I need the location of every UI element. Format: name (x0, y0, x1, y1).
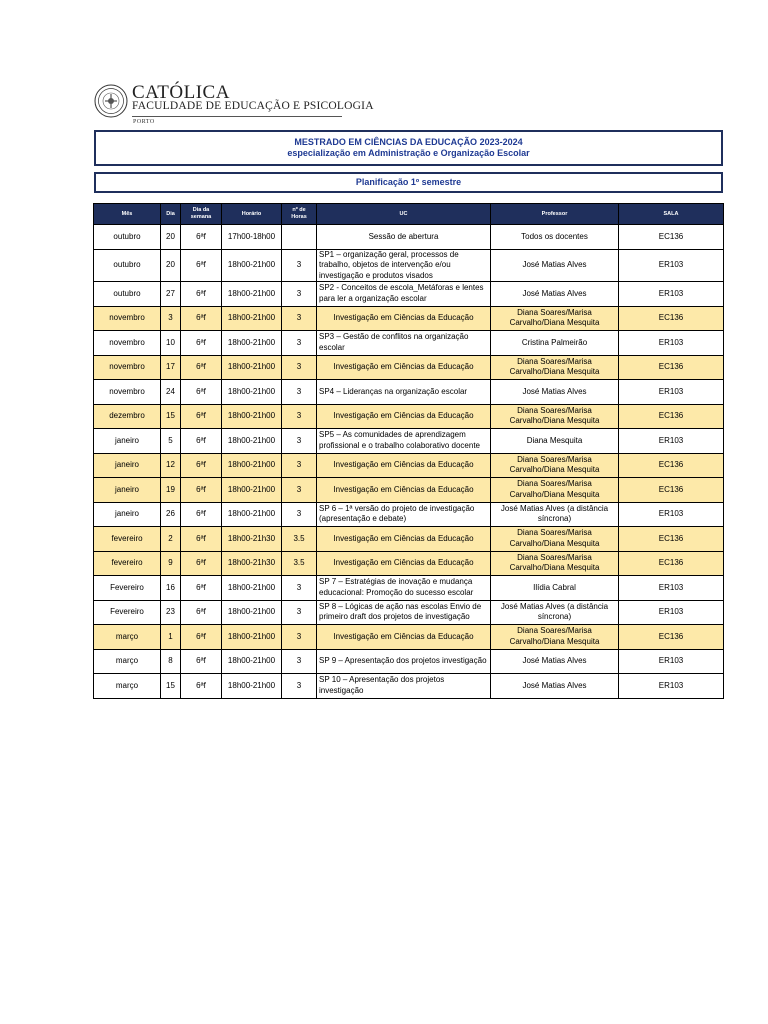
cell-hours: 3 (282, 453, 317, 478)
cell-time: 18h00-21h00 (222, 355, 282, 380)
cell-uc: SP 10 – Apresentação dos projetos investigação (317, 674, 491, 699)
cell-day: 10 (161, 331, 181, 356)
cell-month: novembro (94, 331, 161, 356)
cell-month: outubro (94, 225, 161, 250)
cell-uc: SP 7 – Estratégias de inovação e mudança educacional: Promoção do sucesso escolar (317, 576, 491, 601)
table-row (94, 576, 724, 601)
cell-professor: José Matias Alves (491, 249, 619, 282)
table-row (94, 502, 724, 527)
catolica-logo (94, 82, 374, 128)
cell-day: 20 (161, 225, 181, 250)
cell-hours: 3 (282, 502, 317, 527)
cell-room: ER103 (619, 331, 724, 356)
cell-time: 18h00-21h00 (222, 249, 282, 282)
col-header-uc: UC (317, 204, 491, 225)
cell-month: dezembro (94, 404, 161, 429)
table-row (94, 282, 724, 307)
cell-day: 5 (161, 429, 181, 454)
cell-professor: Diana Soares/Marisa Carvalho/Diana Mesquita (491, 551, 619, 576)
cell-uc: SP 6 – 1ª versão do projeto de investigação (apresentação e debate) (317, 502, 491, 527)
col-header-day: Dia (161, 204, 181, 225)
cell-weekday: 6ªf (181, 600, 222, 625)
cell-month: Fevereiro (94, 600, 161, 625)
cell-weekday: 6ªf (181, 674, 222, 699)
cell-day: 17 (161, 355, 181, 380)
cell-hours: 3 (282, 306, 317, 331)
cell-room: ER103 (619, 429, 724, 454)
cell-room: EC136 (619, 404, 724, 429)
cell-time: 18h00-21h00 (222, 502, 282, 527)
cell-weekday: 6ªf (181, 355, 222, 380)
col-header-professor: Professor (491, 204, 619, 225)
cell-day: 24 (161, 380, 181, 405)
cell-hours: 3 (282, 576, 317, 601)
cell-professor: Diana Soares/Marisa Carvalho/Diana Mesquita (491, 478, 619, 503)
cell-hours: 3 (282, 282, 317, 307)
cell-hours: 3 (282, 625, 317, 650)
cell-month: março (94, 674, 161, 699)
cell-room: EC136 (619, 306, 724, 331)
cell-day: 20 (161, 249, 181, 282)
cell-uc: SP 9 – Apresentação dos projetos investigação (317, 649, 491, 674)
schedule-table (93, 203, 724, 699)
cell-day: 15 (161, 404, 181, 429)
cell-room: EC136 (619, 625, 724, 650)
cell-hours: 3 (282, 380, 317, 405)
cell-professor: Todos os docentes (491, 225, 619, 250)
cell-hours: 3 (282, 600, 317, 625)
cell-uc: Investigação em Ciências da Educação (317, 527, 491, 552)
cell-weekday: 6ªf (181, 478, 222, 503)
cell-weekday: 6ªf (181, 527, 222, 552)
cell-day: 27 (161, 282, 181, 307)
faculty-name: FACULDADE DE EDUCAÇÃO E PSICOLOGIA (132, 100, 374, 112)
cell-uc: Investigação em Ciências da Educação (317, 453, 491, 478)
cell-hours: 3 (282, 649, 317, 674)
cell-room: ER103 (619, 576, 724, 601)
table-row (94, 225, 724, 250)
table-row (94, 355, 724, 380)
cell-time: 18h00-21h00 (222, 478, 282, 503)
cell-hours: 3 (282, 429, 317, 454)
brand-name: CATÓLICA (132, 82, 230, 103)
cell-month: novembro (94, 380, 161, 405)
cell-weekday: 6ªf (181, 551, 222, 576)
program-title-box (94, 130, 723, 166)
cell-day: 9 (161, 551, 181, 576)
cell-professor: Diana Mesquita (491, 429, 619, 454)
cell-uc: SP5 – As comunidades de aprendizagem profissional e o trabalho colaborativo docente (317, 429, 491, 454)
cell-time: 18h00-21h00 (222, 404, 282, 429)
cell-uc: SP1 – organização geral, processos de trabalho, objetos de intervenção e/ou investigação e produtos visados (317, 249, 491, 282)
cell-room: EC136 (619, 551, 724, 576)
cell-hours: 3.5 (282, 527, 317, 552)
cell-weekday: 6ªf (181, 429, 222, 454)
table-row (94, 551, 724, 576)
cell-professor: Diana Soares/Marisa Carvalho/Diana Mesquita (491, 625, 619, 650)
cell-room: EC136 (619, 225, 724, 250)
cell-time: 18h00-21h00 (222, 453, 282, 478)
cell-uc: SP4 – Lideranças na organização escolar (317, 380, 491, 405)
cell-hours: 3 (282, 404, 317, 429)
table-row (94, 331, 724, 356)
cell-day: 1 (161, 625, 181, 650)
cell-weekday: 6ªf (181, 649, 222, 674)
table-row (94, 249, 724, 282)
cell-month: janeiro (94, 502, 161, 527)
cell-room: ER103 (619, 249, 724, 282)
cell-month: outubro (94, 249, 161, 282)
col-header-hours: nº de Horas (282, 204, 317, 225)
cell-hours: 3 (282, 249, 317, 282)
table-row (94, 478, 724, 503)
cell-time: 18h00-21h30 (222, 527, 282, 552)
cell-professor: José Matias Alves (491, 282, 619, 307)
cell-time: 18h00-21h00 (222, 282, 282, 307)
cell-professor: Cristina Palmeirão (491, 331, 619, 356)
cell-room: EC136 (619, 478, 724, 503)
cell-room: ER103 (619, 600, 724, 625)
table-row (94, 649, 724, 674)
cell-time: 18h00-21h00 (222, 674, 282, 699)
cell-time: 18h00-21h00 (222, 429, 282, 454)
cell-room: ER103 (619, 502, 724, 527)
logo-divider (132, 116, 342, 117)
cell-time: 18h00-21h00 (222, 649, 282, 674)
cell-uc: Sessão de abertura (317, 225, 491, 250)
table-row (94, 404, 724, 429)
cell-month: fevereiro (94, 527, 161, 552)
cell-weekday: 6ªf (181, 576, 222, 601)
cell-time: 18h00-21h30 (222, 551, 282, 576)
cell-time: 18h00-21h00 (222, 331, 282, 356)
cell-time: 18h00-21h00 (222, 600, 282, 625)
cell-weekday: 6ªf (181, 380, 222, 405)
cell-professor: Diana Soares/Marisa Carvalho/Diana Mesquita (491, 404, 619, 429)
cell-hours: 3 (282, 478, 317, 503)
cell-month: março (94, 649, 161, 674)
cell-room: ER103 (619, 380, 724, 405)
cell-hours: 3.5 (282, 551, 317, 576)
cell-month: janeiro (94, 453, 161, 478)
col-header-month: Mês (94, 204, 161, 225)
cell-month: novembro (94, 306, 161, 331)
table-row (94, 429, 724, 454)
cell-hours: 3 (282, 355, 317, 380)
cell-professor: Diana Soares/Marisa Carvalho/Diana Mesquita (491, 306, 619, 331)
col-header-weekday: Dia da semana (181, 204, 222, 225)
cell-professor: Ilídia Cabral (491, 576, 619, 601)
cell-uc: SP2 - Conceitos de escola_Metáforas e lentes para ler a organização escolar (317, 282, 491, 307)
cell-uc: Investigação em Ciências da Educação (317, 306, 491, 331)
cell-weekday: 6ªf (181, 453, 222, 478)
cell-month: janeiro (94, 429, 161, 454)
cell-weekday: 6ªf (181, 249, 222, 282)
cell-month: novembro (94, 355, 161, 380)
cell-professor: Diana Soares/Marisa Carvalho/Diana Mesquita (491, 453, 619, 478)
cell-day: 23 (161, 600, 181, 625)
cell-weekday: 6ªf (181, 282, 222, 307)
table-row (94, 306, 724, 331)
cell-time: 18h00-21h00 (222, 576, 282, 601)
cell-month: março (94, 625, 161, 650)
cell-weekday: 6ªf (181, 331, 222, 356)
cell-weekday: 6ªf (181, 404, 222, 429)
cell-room: ER103 (619, 282, 724, 307)
cell-day: 19 (161, 478, 181, 503)
cell-day: 3 (161, 306, 181, 331)
cell-time: 18h00-21h00 (222, 625, 282, 650)
cell-month: Fevereiro (94, 576, 161, 601)
cell-time: 17h00-18h00 (222, 225, 282, 250)
cell-room: ER103 (619, 674, 724, 699)
cell-room: EC136 (619, 355, 724, 380)
cell-time: 18h00-21h00 (222, 306, 282, 331)
cell-uc: SP3 – Gestão de conflitos na organização escolar (317, 331, 491, 356)
cell-weekday: 6ªf (181, 306, 222, 331)
cell-professor: Diana Soares/Marisa Carvalho/Diana Mesquita (491, 527, 619, 552)
table-row (94, 600, 724, 625)
cell-day: 2 (161, 527, 181, 552)
program-title: MESTRADO EM CIÊNCIAS DA EDUCAÇÃO 2023-2024 (294, 137, 523, 147)
cell-uc: Investigação em Ciências da Educação (317, 551, 491, 576)
cell-professor: José Matias Alves (491, 674, 619, 699)
cell-month: outubro (94, 282, 161, 307)
semester-plan-title: Planificação 1º semestre (94, 172, 723, 193)
table-row (94, 380, 724, 405)
cell-month: janeiro (94, 478, 161, 503)
cell-room: ER103 (619, 649, 724, 674)
cell-professor: Diana Soares/Marisa Carvalho/Diana Mesquita (491, 355, 619, 380)
cell-professor: José Matias Alves (a distância síncrona) (491, 502, 619, 527)
cell-day: 26 (161, 502, 181, 527)
cell-uc: Investigação em Ciências da Educação (317, 625, 491, 650)
cell-time: 18h00-21h00 (222, 380, 282, 405)
cell-uc: Investigação em Ciências da Educação (317, 355, 491, 380)
table-row (94, 674, 724, 699)
col-header-room: SALA (619, 204, 724, 225)
cell-weekday: 6ªf (181, 625, 222, 650)
cell-day: 16 (161, 576, 181, 601)
col-header-time: Horário (222, 204, 282, 225)
cell-uc: Investigação em Ciências da Educação (317, 404, 491, 429)
cell-month: fevereiro (94, 551, 161, 576)
table-row (94, 625, 724, 650)
cell-weekday: 6ªf (181, 225, 222, 250)
cell-professor: José Matias Alves (491, 649, 619, 674)
cell-hours (282, 225, 317, 250)
cell-day: 15 (161, 674, 181, 699)
cell-day: 8 (161, 649, 181, 674)
cell-professor: José Matias Alves (a distância síncrona) (491, 600, 619, 625)
program-specialization: especialização em Administração e Organização Escolar (287, 148, 530, 158)
table-row (94, 453, 724, 478)
cell-hours: 3 (282, 674, 317, 699)
cell-hours: 3 (282, 331, 317, 356)
cell-room: EC136 (619, 527, 724, 552)
table-row (94, 527, 724, 552)
table-header-row (94, 204, 724, 225)
schedule-body (94, 225, 724, 699)
city-name: PORTO (133, 119, 155, 125)
cell-weekday: 6ªf (181, 502, 222, 527)
cell-uc: Investigação em Ciências da Educação (317, 478, 491, 503)
university-seal-icon (94, 84, 128, 118)
cell-uc: SP 8 – Lógicas de ação nas escolas Envio de primeiro draft dos projetos de investigação (317, 600, 491, 625)
cell-day: 12 (161, 453, 181, 478)
cell-room: EC136 (619, 453, 724, 478)
cell-professor: José Matias Alves (491, 380, 619, 405)
